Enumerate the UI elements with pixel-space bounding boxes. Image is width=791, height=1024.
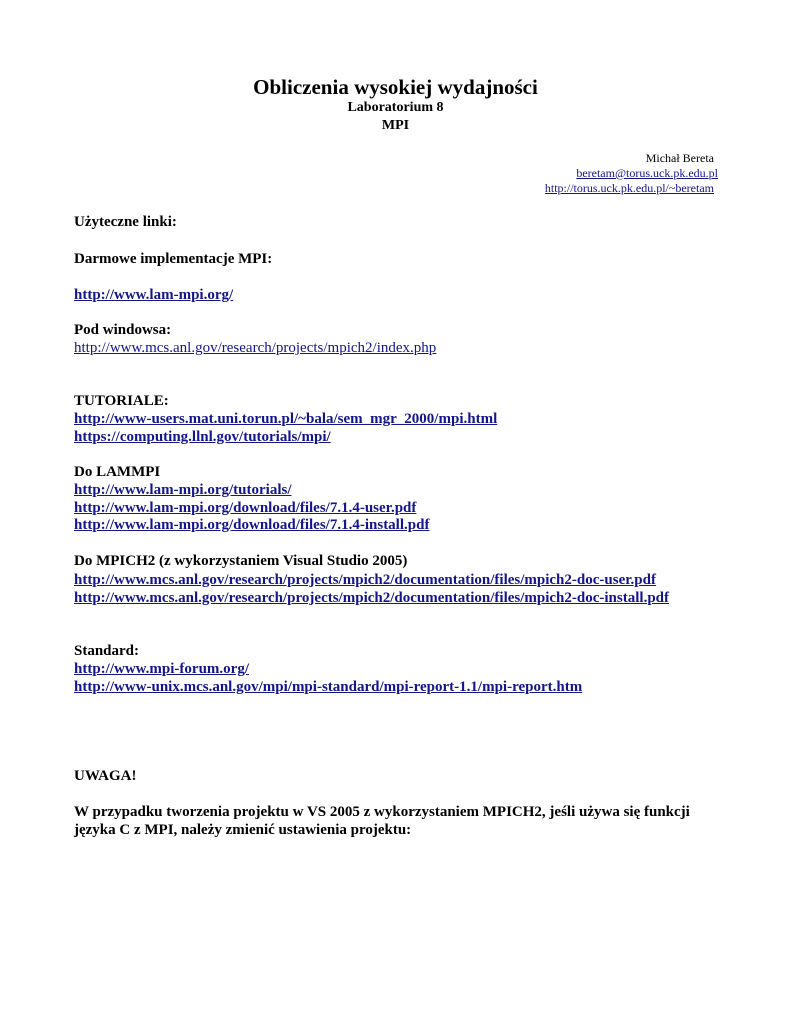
author-homepage-link[interactable]: http://torus.uck.pk.edu.pl/~beretam — [544, 181, 714, 195]
document-subtitle-topic: MPI — [381, 118, 410, 133]
mpi-forum-link[interactable]: http://www.mpi-forum.org/ — [74, 661, 249, 677]
windows-heading: Pod windowsa: — [74, 322, 172, 338]
lammpi-user-pdf-link[interactable]: http://www.lam-mpi.org/download/files/7.1.4-user.pdf — [74, 500, 417, 516]
lam-mpi-link[interactable]: http://www.lam-mpi.org/ — [74, 287, 234, 303]
mpich2-install-pdf-link[interactable]: http://www.mcs.anl.gov/research/projects/mpich2/documentation/files/mpich2-doc-install.pdf — [74, 590, 669, 606]
mpich2-index-link[interactable]: http://www.mcs.anl.gov/research/projects/mpich2/index.php — [74, 340, 437, 356]
author-email-link[interactable]: beretam@torus.uck.pk.edu.pl — [576, 166, 718, 180]
mpich2-user-pdf-link[interactable]: http://www.mcs.anl.gov/research/projects/mpich2/documentation/files/mpich2-doc-user.pdf — [74, 572, 656, 588]
author-name: Michał Bereta — [645, 151, 714, 165]
document-title: Obliczenia wysokiej wydajności — [253, 75, 538, 99]
lammpi-tutorials-link[interactable]: http://www.lam-mpi.org/tutorials/ — [74, 482, 292, 498]
lammpi-install-pdf-link[interactable]: http://www.lam-mpi.org/download/files/7.1.4-install.pdf — [74, 517, 430, 533]
warning-text-line2: języka C z MPI, należy zmienić ustawienia projektu: — [74, 822, 412, 838]
useful-links-heading: Użyteczne linki: — [74, 214, 177, 230]
mpi-report-link[interactable]: http://www-unix.mcs.anl.gov/mpi/mpi-standard/mpi-report-1.1/mpi-report.htm — [74, 679, 583, 695]
tutorial-link-torun[interactable]: http://www-users.mat.uni.torun.pl/~bala/sem_mgr_2000/mpi.html — [74, 411, 498, 427]
lammpi-heading: Do LAMMPI — [74, 464, 161, 480]
warning-text-line1: W przypadku tworzenia projektu w VS 2005 z wykorzystaniem MPICH2, jeśli używa się funkcji — [74, 804, 690, 820]
document-subtitle-lab: Laboratorium 8 — [347, 100, 444, 115]
free-implementations-heading: Darmowe implementacje MPI: — [74, 251, 273, 267]
warning-heading: UWAGA! — [74, 768, 137, 784]
tutorial-link-llnl[interactable]: https://computing.llnl.gov/tutorials/mpi/ — [74, 429, 331, 445]
tutorials-heading: TUTORIALE: — [74, 393, 169, 409]
author-block — [545, 151, 718, 196]
mpich2-heading: Do MPICH2 (z wykorzystaniem Visual Studio 2005) — [74, 553, 408, 569]
standard-heading: Standard: — [74, 643, 140, 659]
